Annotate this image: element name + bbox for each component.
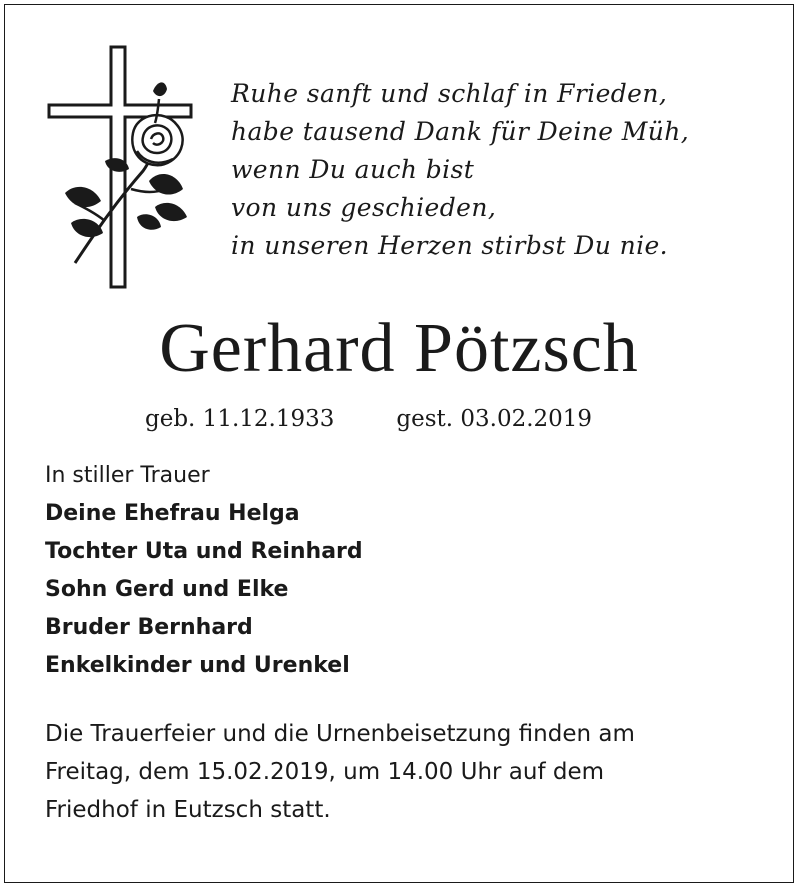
poem-line: von uns geschieden, xyxy=(231,193,497,222)
cross-with-rose-icon xyxy=(45,43,195,293)
poem-line: Ruhe sanft und schlaf in Frieden, xyxy=(231,79,668,108)
mourners-intro: In stiller Trauer xyxy=(45,463,210,488)
birth-date: geb. 11.12.1933 xyxy=(145,406,335,432)
death-date: gest. 03.02.2019 xyxy=(396,406,593,432)
notice-line: Die Trauerfeier und die Urnenbeisetzung finden am xyxy=(45,721,635,747)
deceased-name: Gerhard Pötzsch xyxy=(159,310,639,387)
mourner-name: Sohn Gerd und Elke xyxy=(45,577,289,602)
mourner-name: Enkelkinder und Urenkel xyxy=(45,653,350,678)
mourner-name: Deine Ehefrau Helga xyxy=(45,501,300,526)
obituary-notice xyxy=(4,4,794,883)
poem-line: wenn Du auch bist xyxy=(231,155,475,184)
funeral-notice xyxy=(45,715,775,829)
notice-line: Freitag, dem 15.02.2019, um 14.00 Uhr auf dem xyxy=(45,759,605,785)
mourner-name: Tochter Uta und Reinhard xyxy=(45,539,363,564)
notice-line: Friedhof in Eutzsch statt. xyxy=(45,797,331,823)
poem-line: in unseren Herzen stirbst Du nie. xyxy=(231,231,669,260)
life-dates xyxy=(145,403,592,435)
mourners-list xyxy=(45,457,363,685)
poem xyxy=(231,75,689,265)
poem-line: habe tausend Dank für Deine Müh, xyxy=(231,117,690,146)
mourner-name: Bruder Bernhard xyxy=(45,615,253,640)
